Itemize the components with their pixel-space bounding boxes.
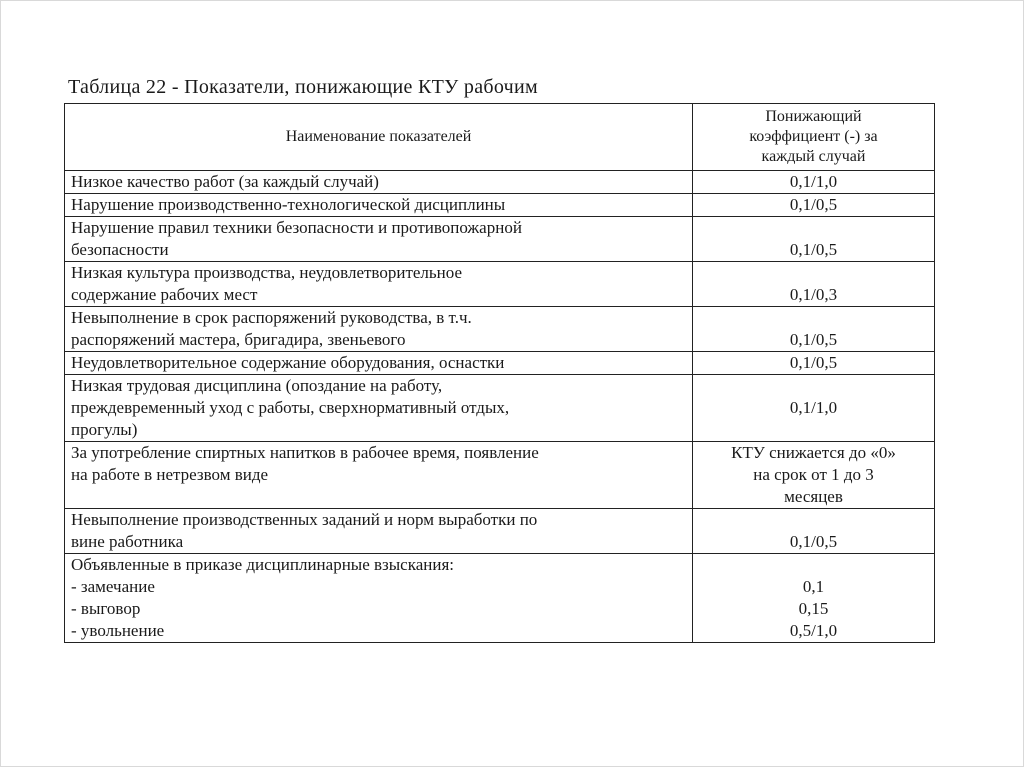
indicator-name-line: Низкая культура производства, неудовлетворительное [71,263,462,282]
coefficient-value-line: месяцев [784,487,843,506]
coefficient-value-line: 0,1/0,3 [789,285,838,304]
table-row [65,217,935,262]
coefficient-value [693,194,935,217]
indicator-name [65,171,693,194]
coefficient-value [693,442,935,509]
indicator-name-line: содержание рабочих мест [71,285,258,304]
indicator-name [65,375,693,442]
table-row [65,194,935,217]
indicator-name [65,194,693,217]
coefficient-value [693,217,935,262]
indicator-name-line: За употребление спиртных напитков в рабочее время, появление [71,443,539,462]
indicator-name-line: безопасности [71,240,169,259]
indicator-name-line: прогулы) [71,420,138,439]
indicators-table [64,103,935,643]
coefficient-value-line: 0,1/0,5 [789,195,838,214]
indicator-name-line: Невыполнение производственных заданий и норм выработки по [71,510,538,529]
coefficient-value-line: 0,1/1,0 [789,398,838,417]
coefficient-value [693,352,935,375]
header-coefficient [693,104,935,171]
coefficient-value-line: 0,1/0,5 [789,240,838,259]
coefficient-value [693,375,935,442]
coefficient-value [693,307,935,352]
coefficient-value-line: 0,1/0,5 [789,532,838,551]
coefficient-value-line: 0,5/1,0 [789,621,838,640]
header-indicator-name: Наименование показателей [65,104,693,171]
coefficient-value-line: 0,1/0,5 [789,330,838,349]
table-row [65,307,935,352]
table-row [65,509,935,554]
table-row [65,442,935,509]
indicator-name-line: преждевременный уход с работы, сверхнормативный отдых, [71,398,510,417]
indicator-name [65,509,693,554]
indicator-name-line: Низкая трудовая дисциплина (опоздание на работу, [71,376,443,395]
coefficient-value-line: 0,1/0,5 [789,353,838,372]
coefficient-value [693,171,935,194]
table-row [65,352,935,375]
indicator-name-line: вине работника [71,532,184,551]
indicator-name-line: Объявленные в приказе дисциплинарные взыскания: [71,555,455,574]
coefficient-value-line: 0,1 [802,577,825,596]
coefficient-value [693,554,935,643]
indicator-name [65,262,693,307]
table-caption: Таблица 22 - Показатели, понижающие КТУ рабочим [68,76,538,98]
indicator-name-line: Невыполнение в срок распоряжений руководства, в т.ч. [71,308,472,327]
indicator-name-line: распоряжений мастера, бригадира, звеньевого [71,330,406,349]
header-coefficient-line: коэффициент (-) за [749,128,878,145]
coefficient-value [693,509,935,554]
table-row [65,554,935,643]
table-row [65,171,935,194]
indicator-name-line: - замечание [71,577,155,596]
indicator-name-line: Нарушение производственно-технологической дисциплины [71,195,506,214]
indicator-name-line: Нарушение правил техники безопасности и противопожарной [71,218,522,237]
header-coefficient-line: каждый случай [761,148,866,165]
indicator-name [65,442,693,509]
indicator-name [65,352,693,375]
table-row [65,375,935,442]
indicator-name-line: на работе в нетрезвом виде [71,465,269,484]
coefficient-value-line: 0,15 [798,599,829,618]
indicator-name-line: Неудовлетворительное содержание оборудования, оснастки [71,353,505,372]
coefficient-value-line: на срок от 1 до 3 [753,465,874,484]
indicator-name [65,307,693,352]
indicator-name [65,217,693,262]
table-row [65,262,935,307]
coefficient-value-line: 0,1/1,0 [789,172,838,191]
header-coefficient-line: Понижающий [765,108,862,125]
indicator-name-line: Низкое качество работ (за каждый случай) [71,172,379,191]
coefficient-value [693,262,935,307]
table-header-row [65,104,935,171]
indicator-name-line: - выговор [71,599,141,618]
indicator-name [65,554,693,643]
indicator-name-line: - увольнение [71,621,165,640]
coefficient-value-line: КТУ снижается до «0» [731,443,896,462]
